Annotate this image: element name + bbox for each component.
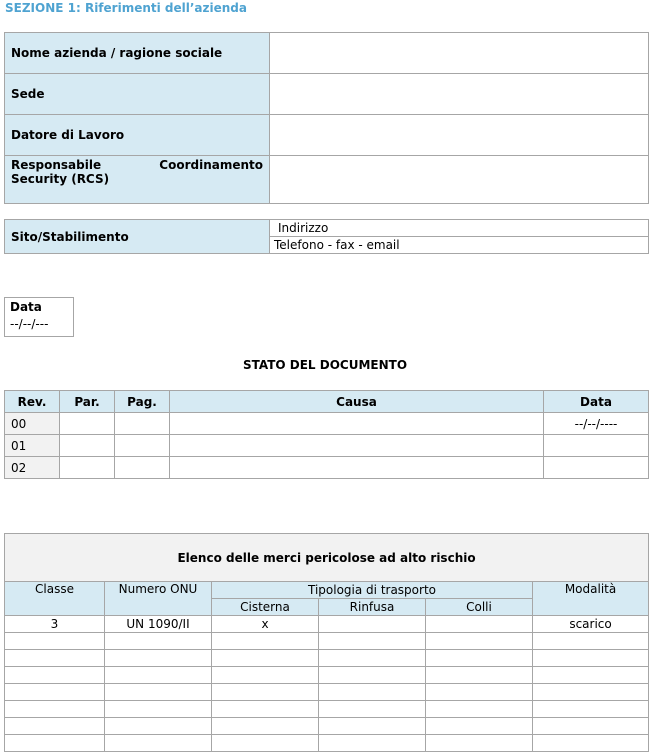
header-classe: Classe <box>5 582 105 616</box>
header-par: Par. <box>60 391 115 413</box>
modalita-cell[interactable] <box>533 633 649 650</box>
section-title: SEZIONE 1: Riferimenti dell’azienda <box>5 1 247 15</box>
goods-header-row <box>5 582 649 599</box>
table-row <box>5 650 649 667</box>
par-cell[interactable] <box>60 413 115 435</box>
rev-cell: 00 <box>5 413 60 435</box>
company-name-label: Nome azienda / ragione sociale <box>5 33 270 74</box>
table-row <box>5 684 649 701</box>
company-name-field[interactable] <box>270 33 649 74</box>
cisterna-cell[interactable] <box>212 701 319 718</box>
table-row <box>5 435 649 457</box>
header-cisterna: Cisterna <box>212 599 319 616</box>
classe-cell[interactable] <box>5 633 105 650</box>
rinfusa-cell[interactable] <box>319 718 426 735</box>
header-data: Data <box>544 391 649 413</box>
company-seat-label: Sede <box>5 74 270 115</box>
revision-header-row <box>5 391 649 413</box>
date-value[interactable]: --/--/--- <box>10 317 49 331</box>
rinfusa-cell[interactable] <box>319 701 426 718</box>
site-table <box>4 219 649 254</box>
header-modalita: Modalità <box>533 582 649 616</box>
rinfusa-cell[interactable] <box>319 684 426 701</box>
par-cell[interactable] <box>60 435 115 457</box>
classe-cell[interactable] <box>5 735 105 752</box>
rcs-label: Responsabile Coordinamento Security (RCS) <box>5 156 270 204</box>
causa-cell[interactable] <box>170 435 544 457</box>
rinfusa-cell[interactable] <box>319 735 426 752</box>
cisterna-cell[interactable] <box>212 667 319 684</box>
data-cell[interactable]: --/--/---- <box>544 413 649 435</box>
classe-cell[interactable] <box>5 667 105 684</box>
classe-cell[interactable]: 3 <box>5 616 105 633</box>
rcs-field[interactable] <box>270 156 649 204</box>
header-causa: Causa <box>170 391 544 413</box>
pag-cell[interactable] <box>115 457 170 479</box>
cisterna-cell[interactable] <box>212 735 319 752</box>
site-contacts-field[interactable]: Telefono - fax - email <box>270 237 649 254</box>
modalita-cell[interactable] <box>533 718 649 735</box>
modalita-cell[interactable] <box>533 650 649 667</box>
table-row <box>5 701 649 718</box>
colli-cell[interactable] <box>426 701 533 718</box>
company-row-seat <box>5 74 649 115</box>
modalita-cell[interactable] <box>533 684 649 701</box>
cisterna-cell[interactable] <box>212 684 319 701</box>
onu-cell[interactable] <box>105 718 212 735</box>
header-pag: Pag. <box>115 391 170 413</box>
employer-field[interactable] <box>270 115 649 156</box>
header-colli: Colli <box>426 599 533 616</box>
goods-title-row <box>5 534 649 582</box>
colli-cell[interactable] <box>426 616 533 633</box>
causa-cell[interactable] <box>170 413 544 435</box>
classe-cell[interactable] <box>5 684 105 701</box>
colli-cell[interactable] <box>426 735 533 752</box>
table-row <box>5 616 649 633</box>
header-numero-onu: Numero ONU <box>105 582 212 616</box>
onu-cell[interactable] <box>105 684 212 701</box>
table-row <box>5 718 649 735</box>
modalita-cell[interactable] <box>533 701 649 718</box>
rev-cell: 01 <box>5 435 60 457</box>
dangerous-goods-table <box>4 533 649 752</box>
classe-cell[interactable] <box>5 718 105 735</box>
site-address-field[interactable]: Indirizzo <box>270 220 649 237</box>
rinfusa-cell[interactable] <box>319 633 426 650</box>
onu-cell[interactable] <box>105 650 212 667</box>
rev-cell: 02 <box>5 457 60 479</box>
colli-cell[interactable] <box>426 718 533 735</box>
table-row <box>5 457 649 479</box>
goods-table-title: Elenco delle merci pericolose ad alto rischio <box>5 534 649 582</box>
data-cell[interactable] <box>544 435 649 457</box>
cisterna-cell[interactable] <box>212 633 319 650</box>
causa-cell[interactable] <box>170 457 544 479</box>
colli-cell[interactable] <box>426 667 533 684</box>
cisterna-cell[interactable] <box>212 718 319 735</box>
company-seat-field[interactable] <box>270 74 649 115</box>
header-tipologia-trasporto: Tipologia di trasporto <box>212 582 533 599</box>
colli-cell[interactable] <box>426 633 533 650</box>
classe-cell[interactable] <box>5 650 105 667</box>
modalita-cell[interactable] <box>533 735 649 752</box>
header-rev: Rev. <box>5 391 60 413</box>
company-row-employer <box>5 115 649 156</box>
pag-cell[interactable] <box>115 413 170 435</box>
onu-cell[interactable] <box>105 667 212 684</box>
data-cell[interactable] <box>544 457 649 479</box>
date-label: Data <box>10 300 42 314</box>
onu-cell[interactable] <box>105 633 212 650</box>
company-row-rcs <box>5 156 649 204</box>
cisterna-cell[interactable]: x <box>212 616 319 633</box>
colli-cell[interactable] <box>426 650 533 667</box>
date-box <box>4 297 74 337</box>
revision-table <box>4 390 649 479</box>
onu-cell[interactable] <box>105 701 212 718</box>
header-rinfusa: Rinfusa <box>319 599 426 616</box>
pag-cell[interactable] <box>115 435 170 457</box>
colli-cell[interactable] <box>426 684 533 701</box>
onu-cell[interactable]: UN 1090/II <box>105 616 212 633</box>
employer-label: Datore di Lavoro <box>5 115 270 156</box>
table-row <box>5 735 649 752</box>
company-references-table <box>4 32 649 204</box>
modalita-cell[interactable]: scarico <box>533 616 649 633</box>
rinfusa-cell[interactable] <box>319 616 426 633</box>
rinfusa-cell[interactable] <box>319 667 426 684</box>
classe-cell[interactable] <box>5 701 105 718</box>
table-row <box>5 633 649 650</box>
modalita-cell[interactable] <box>533 667 649 684</box>
table-row <box>5 667 649 684</box>
onu-cell[interactable] <box>105 735 212 752</box>
rinfusa-cell[interactable] <box>319 650 426 667</box>
par-cell[interactable] <box>60 457 115 479</box>
site-label: Sito/Stabilimento <box>5 220 270 254</box>
document-status-title: STATO DEL DOCUMENTO <box>242 358 408 372</box>
table-row <box>5 413 649 435</box>
company-row-name <box>5 33 649 74</box>
cisterna-cell[interactable] <box>212 650 319 667</box>
